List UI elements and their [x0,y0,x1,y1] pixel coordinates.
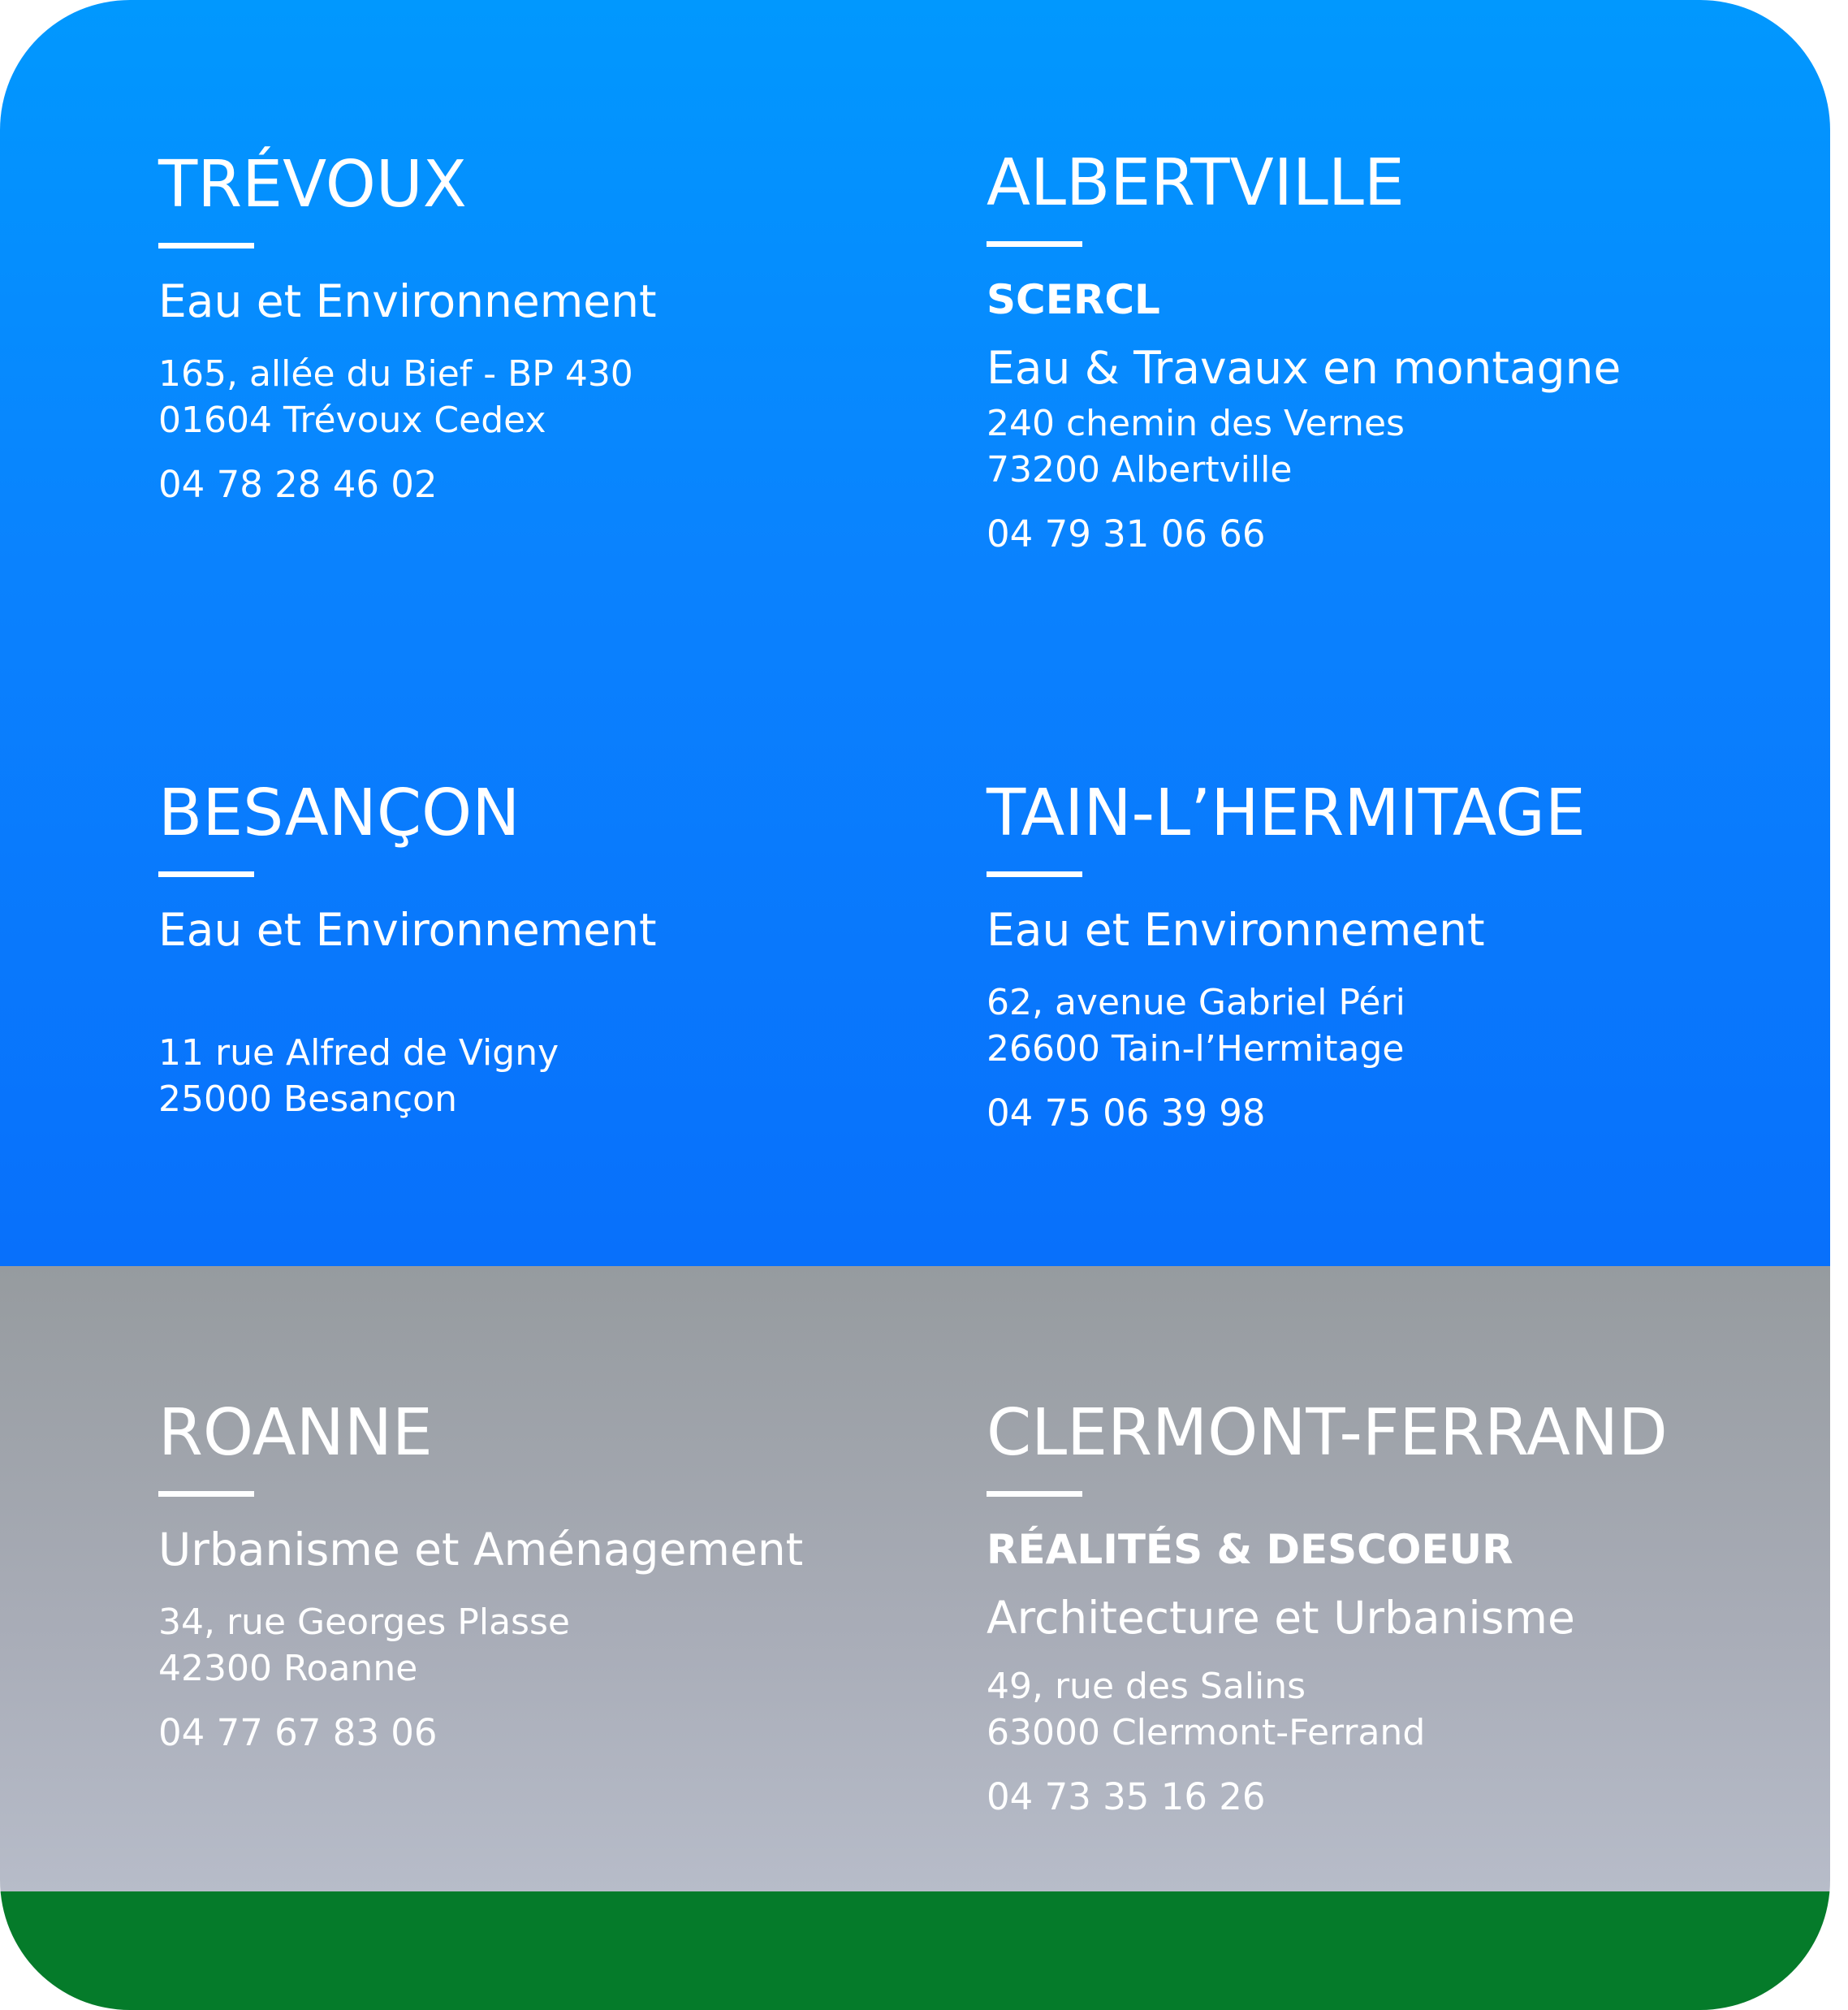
office-address-line2: 26600 Tain-l’Hermitage [987,1028,1405,1070]
office-service: Urbanisme et Aménagement [158,1524,804,1576]
office-service: Eau et Environnement [158,904,657,956]
office-albertville [987,145,1621,555]
office-phone[interactable]: 04 77 67 83 06 [158,1711,438,1754]
office-address-line2: 63000 Clermont-Ferrand [987,1712,1426,1753]
title-underline [158,243,254,249]
title-underline [987,871,1082,877]
office-service: Eau et Environnement [987,904,1485,956]
office-address-line1: 34, rue Georges Plasse [158,1602,570,1643]
office-city: TRÉVOUX [158,147,467,222]
office-address-line2: 42300 Roanne [158,1648,418,1689]
office-company: RÉALITÉS & DESCOEUR [987,1526,1513,1573]
title-underline [987,241,1082,247]
office-city: TAIN-L’HERMITAGE [987,776,1586,850]
office-city: ROANNE [158,1395,433,1470]
office-service: Eau & Travaux en montagne [987,342,1621,394]
office-trevoux [158,147,657,506]
office-city: ALBERTVILLE [987,145,1405,220]
office-service: Architecture et Urbanisme [987,1592,1575,1644]
office-address-line2: 73200 Albertville [987,449,1293,491]
office-address-line1: 165, allée du Bief - BP 430 [158,353,633,395]
footer-band [0,1891,1830,2010]
office-tain-lhermitage [987,776,1586,1135]
office-clermont-ferrand [987,1395,1668,1818]
office-address-line1: 49, rue des Salins [987,1666,1306,1707]
office-address-line1: 62, avenue Gabriel Péri [987,982,1405,1023]
title-underline [158,871,254,877]
office-phone[interactable]: 04 73 35 16 26 [987,1775,1266,1818]
office-address-line1: 240 chemin des Vernes [987,403,1405,444]
office-address-line2: 01604 Trévoux Cedex [158,400,546,441]
title-underline [158,1491,254,1497]
office-besancon [158,776,657,1122]
office-address-line2: 25000 Besançon [158,1078,457,1120]
office-phone[interactable]: 04 78 28 46 02 [158,463,438,506]
office-roanne [158,1395,804,1754]
office-city: BESANÇON [158,776,520,850]
office-phone[interactable]: 04 79 31 06 66 [987,512,1266,555]
office-address-line1: 11 rue Alfred de Vigny [158,1032,559,1074]
office-company: SCERCL [987,276,1160,323]
office-phone[interactable]: 04 75 06 39 98 [987,1091,1266,1135]
office-city: CLERMONT-FERRAND [987,1395,1668,1470]
title-underline [987,1491,1082,1497]
office-service: Eau et Environnement [158,275,657,327]
